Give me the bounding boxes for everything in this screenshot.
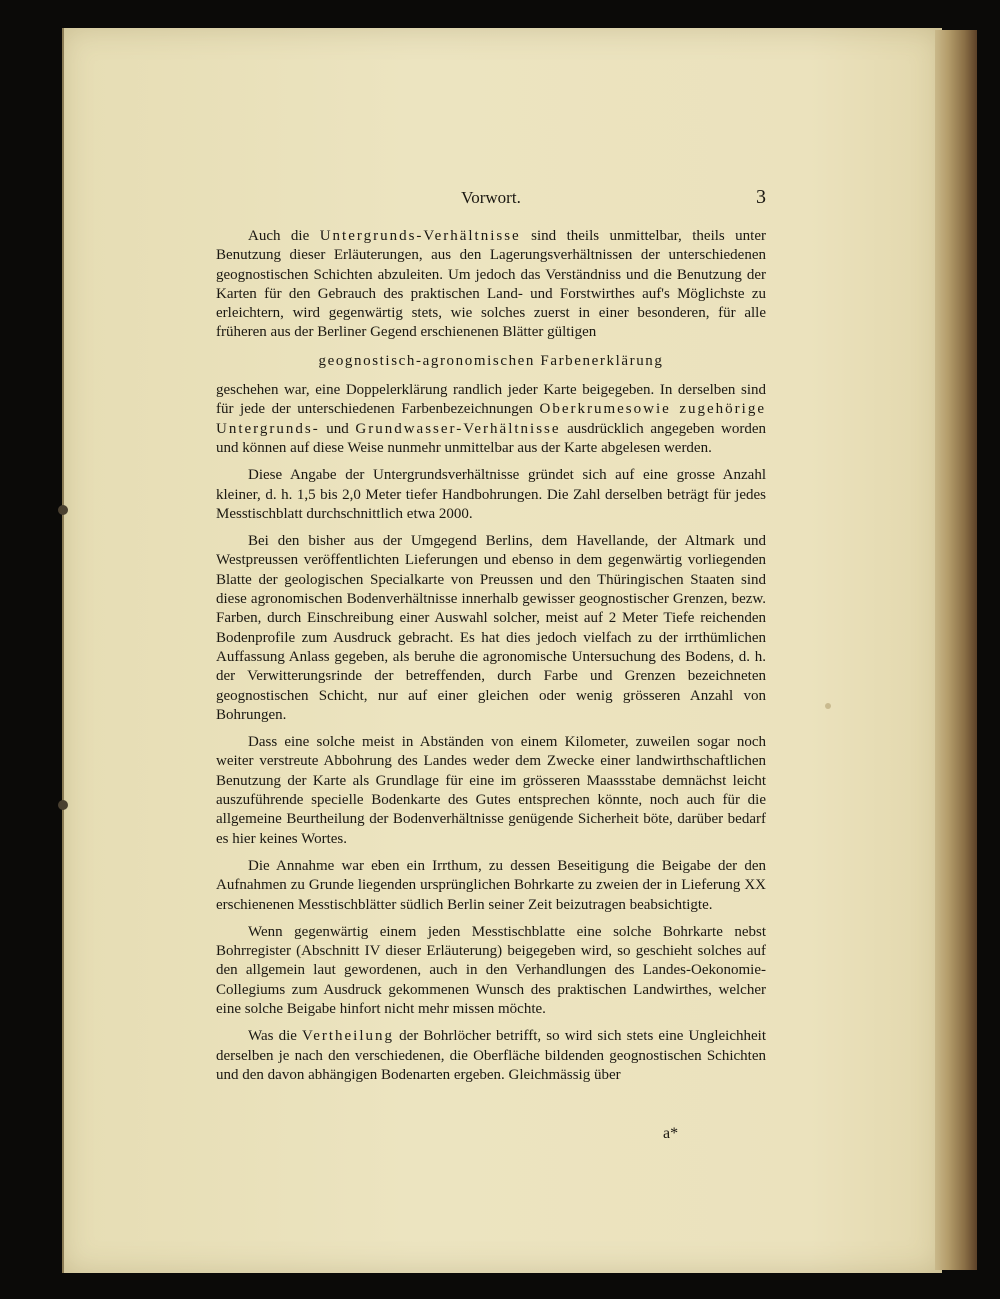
header-title: Vorwort. (461, 188, 521, 207)
emphasis-spaced: Grundwasser-Verhältnisse (355, 420, 561, 437)
paragraph-text: geschehen war, eine Doppelerklärung randlich jeder Karte beigegeben. In derselben sind für jede der unterschiedenen Farbenbezeichnungen (216, 382, 766, 418)
binding-line (62, 28, 64, 1273)
paragraph-intro: Auch die (248, 228, 320, 244)
paragraph (216, 381, 766, 458)
paragraph-text: der Bohrlöcher betrifft, so wird sich stets eine Ungleichheit derselben je nach den verschiedenen, die Oberfläche bildenden geognostischen Schichten und den davon abhängigen Bodenarten ergeben. Gleichmässig über (216, 1028, 766, 1083)
paragraph-text: und (319, 420, 356, 437)
body-text (216, 227, 766, 1093)
paragraph: Bei den bisher aus der Umgegend Berlins, dem Havellande, der Altmark und Westpreussen veröffentlichten Lieferungen und ebenso in dem gegenwärtig vorliegenden Blatte der geologischen Specialkarte von Preussen und den Thüringischen Staaten sind diese agronomischen Bodenverhältnisse innerhalb gewisser geognostischer Grenzen, bezw. Farben, durch Einschreibung einer Auswahl solcher, meist auf 2 Meter Tiefe reichenden Bodenprofile zum Ausdruck gebracht. Es hat dies jedoch vielfach zu der irrthümlichen Auffassung Anlass gegeben, als beruhe die agronomische Untersuchung des Bodens, d. h. der Verwitterungsrinde der betreffenden, durch Farbe und Grenzen bezeichneten geognostischen Schicht, nur auf einer gleichen oder wenig grösseren Anzahl von Bohrungen. (216, 533, 766, 723)
paragraph-text: sind theils unmittelbar, theils unter Benutzung dieser Erläuterungen, aus den Lagerungsverhältnissen der unterschiedenen geognostischen Schichten abzuleiten. Um jedoch das Verständniss und die Benutzung der Karten für den Gebrauch des praktischen Land- und Forstwirthes auf's Möglichste zu erleichtern, wird gegenwärtig stets, wie solches zuerst in einer besonderen, für alle früheren aus der Berliner Gegend erschienenen Blätter gültigen (216, 228, 766, 341)
paragraph: Dass eine solche meist in Abständen von einem Kilometer, zuweilen sogar noch weiter verstreute Abbohrung des Landes weder dem Zwecke einer landwirthschaftlichen Benutzung der Karte als Grundlage für eine im grösseren Maassstabe demnächst leicht auszuführende specielle Bodenkarte des Gutes entsprechen könnte, noch auch für die allgemeine Beurtheilung der Bodenverhältnisse genügende Sicherheit böte, darüber bedarf es hier keines Wortes. (216, 734, 766, 847)
paper-spot (825, 703, 831, 709)
emphasis-spaced: Untergrunds-Verhältnisse (319, 228, 521, 244)
paragraph-text: ausdrücklich angegeben worden und können auf diese Weise nunmehr unmittelbar aus der Karte abgelesen werden. (216, 420, 767, 456)
paragraph: Wenn gegenwärtig einem jeden Messtischblatte eine solche Bohrkarte nebst Bohrregister (Abschnitt IV dieser Erläuterung) beigegeben wird, so geschieht solches auf den allgemein laut gewordenen, auch in den Verhandlungen des Landes-Oekonomie-Collegiums zum Ausdruck gekommenen Wunsch des praktischen Landwirthes, welcher eine solche Beigabe hinfort nicht mehr missen möchte. (216, 923, 766, 1017)
emphasis-spaced: Vertheilung (302, 1028, 395, 1045)
binding-hole (58, 800, 68, 810)
paragraph (216, 227, 766, 343)
paragraph-intro: Was die (248, 1028, 303, 1045)
paragraph (216, 1027, 766, 1085)
running-header (216, 188, 766, 214)
emphasis-spaced: Oberkrumesowie zugehörige Untergrunds- (216, 401, 766, 437)
paragraph: Die Annahme war eben ein Irrthum, zu dessen Beseitigung die Beigabe der den Aufnahmen zu Grunde liegenden ursprünglichen Bohrkarte zu zweien der in Lieferung XX erschienenen Messtischblätter südlich Berlin seiner Zeit beizutragen beabsichtigte. (216, 857, 766, 913)
page-number: 3 (756, 186, 766, 208)
page-edge (935, 30, 977, 1270)
binding-hole (58, 505, 68, 515)
centered-heading: geognostisch-agronomischen Farbenerklärung (318, 352, 664, 369)
signature-mark: a* (663, 1125, 679, 1142)
paragraph: Diese Angabe der Untergrundsverhältnisse gründet sich auf eine grosse Anzahl kleiner, d. h. 1,5 bis 2,0 Meter tiefer Handbohrungen. Die Zahl derselben beträgt für jedes Messtischblatt durchschnittlich etwa 2000. (216, 467, 766, 522)
